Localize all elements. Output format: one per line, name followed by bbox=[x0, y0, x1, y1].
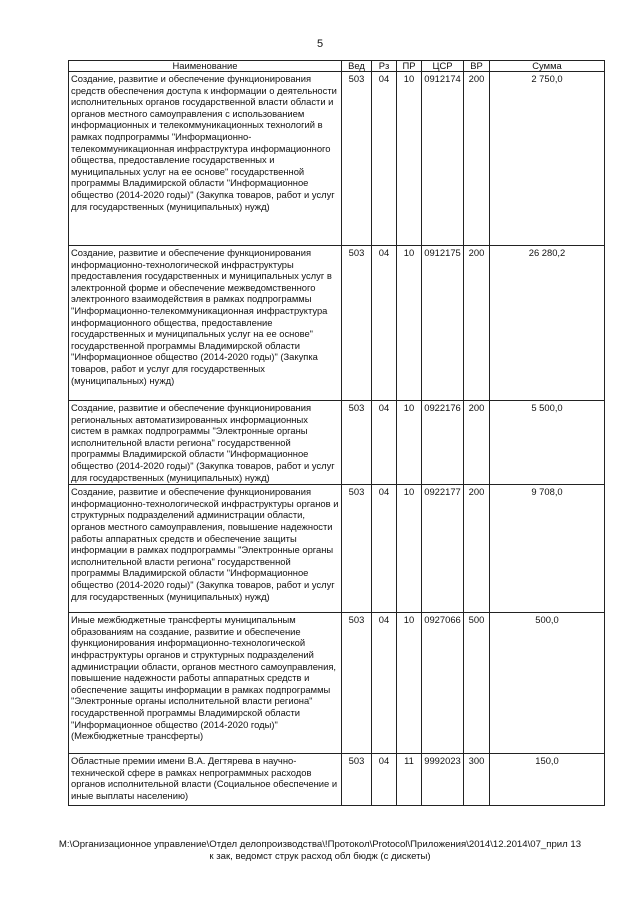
row-pr: 10 bbox=[397, 401, 422, 485]
table-row bbox=[69, 246, 605, 401]
table-row bbox=[69, 72, 605, 246]
row-sum: 500,0 bbox=[490, 613, 605, 754]
row-rz: 04 bbox=[372, 613, 397, 754]
header-pr: ПР bbox=[397, 61, 422, 72]
table-row bbox=[69, 754, 605, 806]
header-ved: Вед bbox=[342, 61, 372, 72]
row-pr: 10 bbox=[397, 72, 422, 246]
budget-table bbox=[68, 60, 605, 806]
row-pr: 10 bbox=[397, 485, 422, 613]
row-ved: 503 bbox=[342, 401, 372, 485]
row-ved: 503 bbox=[342, 485, 372, 613]
row-ved: 503 bbox=[342, 613, 372, 754]
row-rz: 04 bbox=[372, 485, 397, 613]
row-sum: 5 500,0 bbox=[490, 401, 605, 485]
row-name: Создание, развитие и обеспечение функционирования региональных автоматизированных информационных систем в рамках подпрограммы "Электронные органы исполнительной власти региона" государственной программы Владимирской области "Информационное общество (2014-2020 годы)" (Закупка товаров, работ и услуг для государственных (муниципальных) нужд) bbox=[69, 401, 342, 485]
row-vr: 200 bbox=[464, 401, 490, 485]
row-sum: 9 708,0 bbox=[490, 485, 605, 613]
header-sum: Сумма bbox=[490, 61, 605, 72]
row-name: Иные межбюджетные трансферты муниципальным образованиям на создание, развитие и обеспечение функционирования информационно-технологической инфраструктуры органов и структурных подразделений администрации области, органов местного самоуправления, повышение надежности работы аппаратных средств и обеспечение защиты информации в рамках подпрограммы "Электронные органы исполнительной власти региона" государственной программы Владимирской области "Информационное общество (2014-2020 годы)" (Межбюджетные трансферты) bbox=[69, 613, 342, 754]
row-vr: 200 bbox=[464, 246, 490, 401]
header-name: Наименование bbox=[69, 61, 342, 72]
row-pr: 10 bbox=[397, 246, 422, 401]
row-name: Областные премии имени В.А. Дегтярева в научно-технической сфере в рамках непрограммных расходов органов исполнительной власти (Социальное обеспечение и иные выплаты населению) bbox=[69, 754, 342, 806]
row-csr: 0912174 bbox=[422, 72, 464, 246]
row-name: Создание, развитие и обеспечение функционирования средств обеспечения доступа к информации о деятельности исполнительных органов государственной власти области и органов местного самоуправления с использованием информационных и телекоммуникационных технологий в рамках подпрограммы "Информационно-телекоммуникационная инфраструктура информационного общества, предоставление государственных и муниципальных услуг на ее основе" государственной программы Владимирской области "Информационное общество (2014-2020 годы)" (Закупка товаров, работ и услуг для государственных (муниципальных) нужд) bbox=[69, 72, 342, 246]
row-rz: 04 bbox=[372, 754, 397, 806]
row-csr: 0922176 bbox=[422, 401, 464, 485]
row-csr: 0922177 bbox=[422, 485, 464, 613]
row-rz: 04 bbox=[372, 401, 397, 485]
row-vr: 500 bbox=[464, 613, 490, 754]
header-csr: ЦСР bbox=[422, 61, 464, 72]
row-ved: 503 bbox=[342, 754, 372, 806]
row-name: Создание, развитие и обеспечение функционирования информационно-технологической инфраструктуры предоставления государственных и муниципальных услуг в электронной форме и обеспечение межведомственного электронного взаимодействия в рамках подпрограммы "Информационно-телекоммуникационная инфраструктура информационного общества, предоставление государственных и муниципальных услуг на ее основе" государственной программы Владимирской области "Информационное общество (2014-2020 годы)" (Закупка товаров, работ и услуг для государственных (муниципальных) нужд) bbox=[69, 246, 342, 401]
row-sum: 150,0 bbox=[490, 754, 605, 806]
row-name: Создание, развитие и обеспечение функционирования информационно-технологической инфраструктуры органов и структурных подразделений администрации области, органов местного самоуправления, повышение надежности работы аппаратных средств и обеспечение защиты информации в рамках подпрограммы "Электронные органы исполнительной власти региона" государственной программы Владимирской области "Информационное общество (2014-2020 годы)" (Закупка товаров, работ и услуг для государственных (муниципальных) нужд) bbox=[69, 485, 342, 613]
row-pr: 10 bbox=[397, 613, 422, 754]
footer-line-2: к зак, ведомст струк расход обл бюдж (с дискеты) bbox=[209, 851, 431, 862]
table-row bbox=[69, 485, 605, 613]
row-sum: 26 280,2 bbox=[490, 246, 605, 401]
row-csr: 0927066 bbox=[422, 613, 464, 754]
table-header-row bbox=[69, 61, 605, 72]
row-rz: 04 bbox=[372, 246, 397, 401]
row-vr: 200 bbox=[464, 72, 490, 246]
page-number: 5 bbox=[316, 38, 324, 50]
header-vr: ВР bbox=[464, 61, 490, 72]
footer-line-1: M:\Организационное управление\Отдел делопроизводства\!Протокол\Protocol\Приложения\2014\12.2014\07_прил 13 bbox=[58, 839, 582, 850]
row-csr: 0912175 bbox=[422, 246, 464, 401]
row-vr: 200 bbox=[464, 485, 490, 613]
header-rz: Рз bbox=[372, 61, 397, 72]
row-sum: 2 750,0 bbox=[490, 72, 605, 246]
footer-file-path bbox=[0, 839, 640, 863]
row-vr: 300 bbox=[464, 754, 490, 806]
table-row bbox=[69, 613, 605, 754]
row-csr: 9992023 bbox=[422, 754, 464, 806]
row-ved: 503 bbox=[342, 246, 372, 401]
row-ved: 503 bbox=[342, 72, 372, 246]
row-rz: 04 bbox=[372, 72, 397, 246]
row-pr: 11 bbox=[397, 754, 422, 806]
table-row bbox=[69, 401, 605, 485]
